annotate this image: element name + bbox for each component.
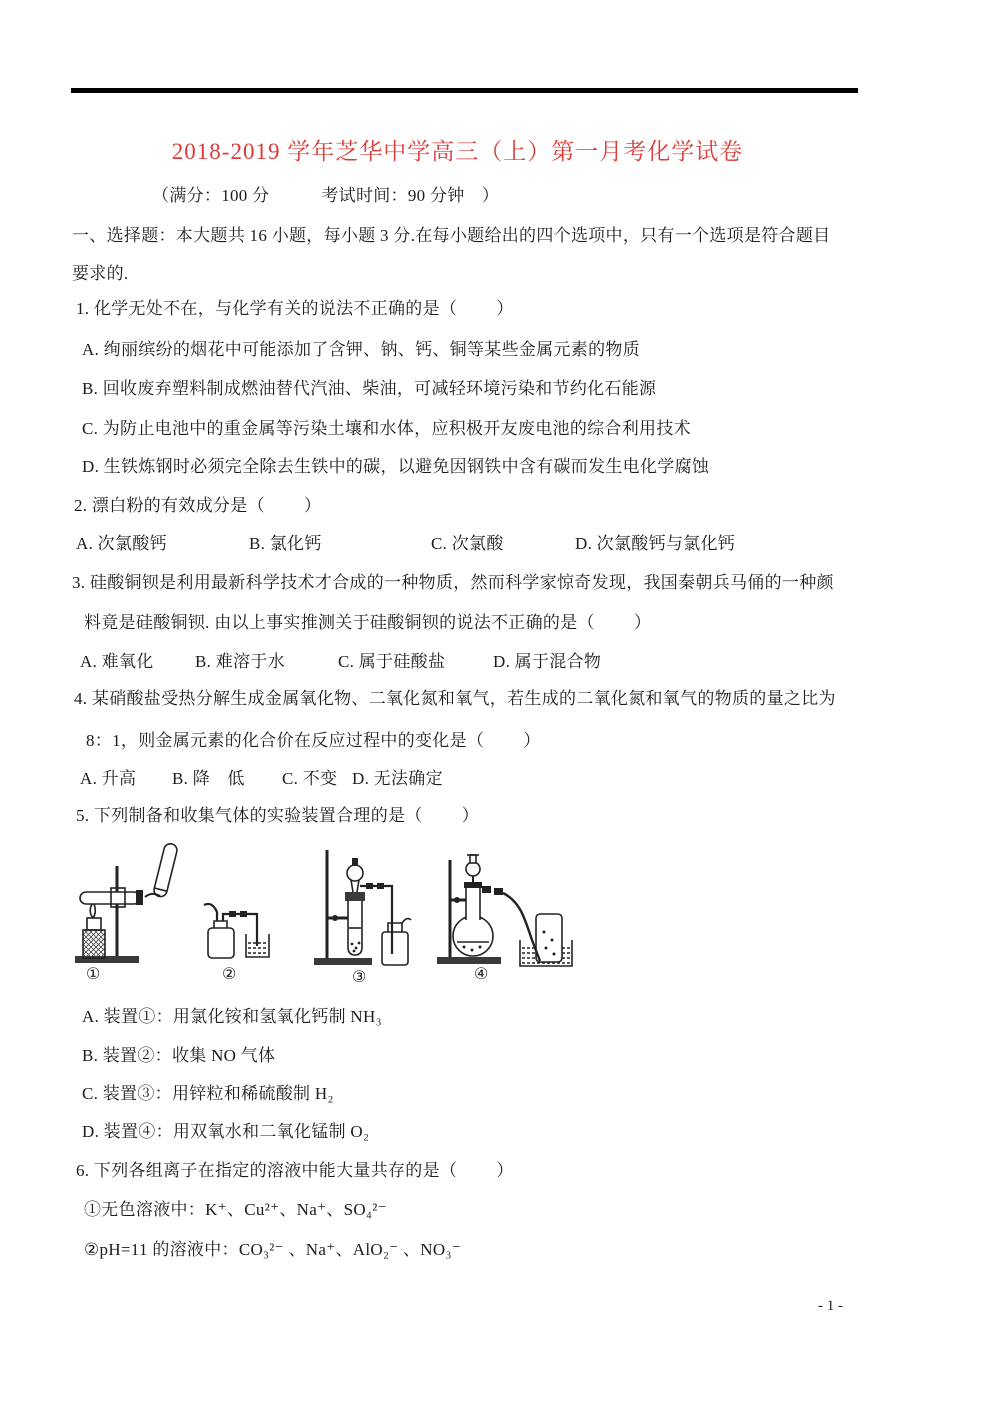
question-2-option-a: A. 次氯酸钙 bbox=[76, 534, 167, 553]
question-2-option-b: B. 氯化钙 bbox=[249, 534, 322, 553]
apparatus-label-3: ③ bbox=[352, 969, 367, 986]
question-5-option-c: C. 装置③：用锌粒和稀硫酸制 H₂ bbox=[82, 1084, 334, 1103]
apparatus-label-1: ① bbox=[86, 966, 101, 983]
apparatus-label-4: ④ bbox=[474, 966, 489, 983]
question-3-option-c: C. 属于硅酸盐 bbox=[338, 652, 446, 671]
question-5-stem: 5. 下列制备和收集气体的实验装置合理的是（ ） bbox=[76, 806, 480, 825]
exam-title: 2018-2019 学年芝华中学高三（上）第一月考化学试卷 bbox=[171, 139, 744, 164]
section-heading-line1: 一、选择题：本大题共 16 小题，每小题 3 分.在每小题给出的四个选项中，只有一个选项是符合题目 bbox=[72, 226, 831, 245]
question-4-option-a: A. 升高 bbox=[80, 769, 137, 788]
question-1-stem: 1. 化学无处不在，与化学有关的说法不正确的是（ ） bbox=[76, 299, 514, 318]
question-3-option-a: A. 难氧化 bbox=[80, 652, 154, 671]
question-6-ion-group-2: ②pH=11 的溶液中：CO₃²⁻ 、Na⁺、AlO₂⁻ 、NO₃⁻ bbox=[84, 1240, 461, 1259]
top-rule bbox=[71, 88, 858, 93]
exam-info: （满分：100 分 考试时间：90 分钟 ） bbox=[152, 186, 500, 205]
apparatus-1 bbox=[75, 842, 178, 963]
question-1-option-c: C. 为防止电池中的重金属等污染土壤和水体，应积极开友废电池的综合利用技术 bbox=[82, 419, 691, 438]
question-1-option-b: B. 回收废弃塑料制成燃油替代汽油、柴油，可减轻环境污染和节约化石能源 bbox=[82, 379, 657, 398]
question-2-option-d: D. 次氯酸钙与氯化钙 bbox=[575, 534, 736, 553]
page-number: - 1 - bbox=[818, 1298, 843, 1314]
question-3-stem-line2: 料竟是硅酸铜钡. 由以上事实推测关于硅酸铜钡的说法不正确的是（ ） bbox=[84, 613, 652, 632]
apparatus-4 bbox=[437, 855, 572, 966]
question-1-option-a: A. 绚丽缤纷的烟花中可能添加了含钾、钠、钙、铜等某些金属元素的物质 bbox=[82, 340, 640, 359]
question-3-option-d: D. 属于混合物 bbox=[493, 652, 602, 671]
section-heading-line2: 要求的. bbox=[72, 264, 129, 283]
question-4-option-c: C. 不变 bbox=[282, 769, 338, 788]
apparatus-3 bbox=[314, 850, 411, 965]
question-5-option-d: D. 装置④：用双氧水和二氧化锰制 O₂ bbox=[82, 1122, 370, 1141]
question-3-option-b: B. 难溶于水 bbox=[195, 652, 285, 671]
question-4-stem-line1: 4. 某硝酸盐受热分解生成金属氧化物、二氧化氮和氧气，若生成的二氧化氮和氧气的物质的量之比为 bbox=[74, 689, 836, 708]
question-6-ion-group-1: ①无色溶液中：K⁺、Cu²⁺、Na⁺、SO₄²⁻ bbox=[84, 1200, 387, 1219]
question-6-stem: 6. 下列各组离子在指定的溶液中能大量共存的是（ ） bbox=[76, 1161, 514, 1180]
question-2-stem: 2. 漂白粉的有效成分是（ ） bbox=[74, 496, 322, 515]
apparatus-label-2: ② bbox=[222, 966, 237, 983]
question-2-option-c: C. 次氯酸 bbox=[431, 534, 504, 553]
question-3-stem-line1: 3. 硅酸铜钡是利用最新科学技术才合成的一种物质，然而科学家惊奇发现，我国秦朝兵马俑的一种颜 bbox=[72, 573, 834, 592]
question-1-option-d: D. 生铁炼钢时必须完全除去生铁中的碳，以避免因钢铁中含有碳而发生电化学腐蚀 bbox=[82, 457, 710, 476]
apparatus-2 bbox=[204, 904, 269, 958]
question-5-option-a: A. 装置①：用氯化铵和氢氧化钙制 NH₃ bbox=[82, 1007, 382, 1026]
apparatus-diagram bbox=[66, 842, 586, 1002]
question-4-stem-line2: 8：1，则金属元素的化合价在反应过程中的变化是（ ） bbox=[86, 731, 541, 750]
question-5-option-b: B. 装置②：收集 NO 气体 bbox=[82, 1046, 276, 1065]
question-4-option-d: D. 无法确定 bbox=[352, 769, 443, 788]
question-4-option-b: B. 降 低 bbox=[172, 769, 245, 788]
